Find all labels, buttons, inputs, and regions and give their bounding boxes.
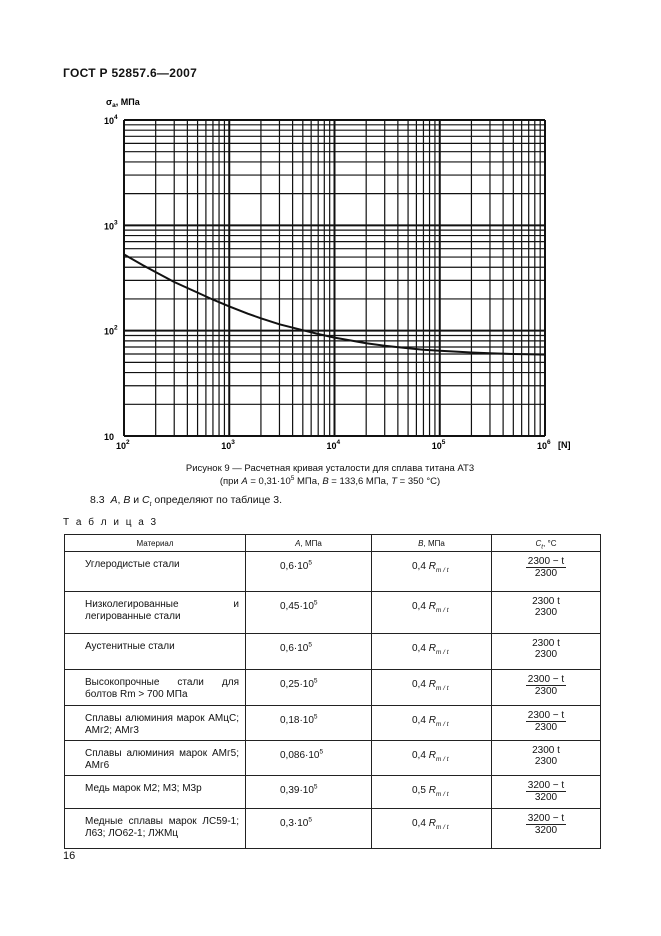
cell-a: $0,18\cdot 10^5$ (246, 706, 372, 741)
fatigue-curve-chart (0, 0, 661, 460)
cell-material: Сплавы алюминия марок АМг5; АМг6 (65, 741, 246, 776)
y-tick-label: $10^3$ (104, 219, 118, 232)
formula-fraction: 2300 t 2300 (532, 596, 560, 618)
cell-b: 0,4 $R_{m / t}$ (372, 706, 492, 741)
cell-material: Медные сплавы марок ЛС59-1; Л63; ЛО62-1; ЛЖМц (65, 809, 246, 849)
cell-b: 0,5 $R_{m / t}$ (372, 776, 492, 809)
x-tick-label: $10^6$ (537, 439, 551, 451)
cell-c (492, 634, 601, 670)
header-a: A, МПа (246, 535, 372, 552)
section-paragraph: 8.3 A, B и $C_t$ определяют по таблице 3. (90, 494, 283, 509)
cell-c (492, 592, 601, 634)
x-tick-label: $10^2$ (116, 439, 130, 451)
table-row (65, 634, 601, 670)
table-row (65, 592, 601, 634)
cell-material: Сплавы алюминия марок АМцС; АМг2; АМг3 (65, 706, 246, 741)
cell-material: Аустенитные стали (65, 634, 246, 670)
cell-b: 0,4 $R_{m / t}$ (372, 741, 492, 776)
header-c: $C_t$, °С (492, 535, 601, 552)
y-tick-label: $10^4$ (104, 114, 118, 126)
formula-fraction: $\frac{3200 - t}{3200}$ (527, 813, 565, 836)
cell-a: $0,25\cdot 10^5$ (246, 670, 372, 706)
table-row (65, 706, 601, 741)
x-tick-label: $10^4$ (326, 439, 341, 451)
x-tick-label: $10^5$ (431, 439, 446, 451)
page-number: 16 (63, 850, 76, 862)
cell-a: $0,086\cdot 10^5$ (246, 741, 372, 776)
cell-c (492, 776, 601, 809)
table-row (65, 670, 601, 706)
formula-fraction: $\frac{2300 - t}{2300}$ (527, 674, 565, 697)
cell-material: Медь марок М2; М3; М3р (65, 776, 246, 809)
cell-b: 0,4 $R_{m / t}$ (372, 552, 492, 592)
cell-b: 0,4 $R_{m / t}$ (372, 592, 492, 634)
y-axis-label: $\sigma_a$, МПа (106, 97, 140, 109)
x-tick-label: $10^3$ (221, 439, 235, 451)
y-tick-label: 10 (104, 432, 115, 442)
cell-material: Высокопрочные стали для болтов Rm > 700 МПа (65, 670, 246, 706)
formula-fraction: $\frac{2300 - t}{2300}$ (527, 710, 565, 733)
cell-c (492, 552, 601, 592)
x-tick-labels (116, 439, 551, 451)
cell-a: $0,39\cdot 10^5$ (246, 776, 372, 809)
table-row (65, 809, 601, 849)
table-title: Т а б л и ц а 3 (63, 517, 159, 528)
document-header: ГОСТ Р 52857.6—2007 (63, 66, 198, 80)
y-tick-label: $10^2$ (104, 324, 118, 337)
cell-c (492, 670, 601, 706)
x-axis-label: [N] (558, 440, 571, 450)
formula-fraction: $\frac{2300 - t}{2300}$ (527, 556, 565, 579)
formula-fraction: $\frac{3200 - t}{3200}$ (527, 780, 565, 803)
chart-grid (124, 120, 545, 436)
cell-c (492, 706, 601, 741)
cell-material: Низколегированные и легированные стали (65, 592, 246, 634)
cell-a: $0,6\cdot 10^5$ (246, 634, 372, 670)
cell-material: Углеродистые стали (65, 552, 246, 592)
table-row (65, 776, 601, 809)
header-material: Материал (65, 535, 246, 552)
formula-fraction: 2300 t 2300 (532, 745, 560, 767)
formula-fraction: 2300 t 2300 (532, 638, 560, 660)
cell-a: $0,6\cdot 10^5$ (246, 552, 372, 592)
table-row (65, 552, 601, 592)
y-tick-labels (104, 114, 118, 442)
cell-a: $0,3\cdot 10^5$ (246, 809, 372, 849)
materials-table (64, 534, 601, 849)
figure-caption-params: (при $A = 0,31\cdot 10^5$ МПа, B = 133,6 МПа, T = 350 °С) (219, 474, 441, 487)
cell-b: 0,4 $R_{m / t}$ (372, 634, 492, 670)
cell-b: 0,4 $R_{m / t}$ (372, 809, 492, 849)
cell-c (492, 741, 601, 776)
cell-a: $0,45\cdot 10^5$ (246, 592, 372, 634)
table-header-row (65, 535, 601, 552)
header-b: B, МПа (372, 535, 492, 552)
figure-caption: Рисунок 9 — Расчетная кривая усталости для сплава титана АТ3 (185, 463, 475, 474)
cell-c (492, 809, 601, 849)
cell-b: 0,4 $R_{m / t}$ (372, 670, 492, 706)
table-row (65, 741, 601, 776)
